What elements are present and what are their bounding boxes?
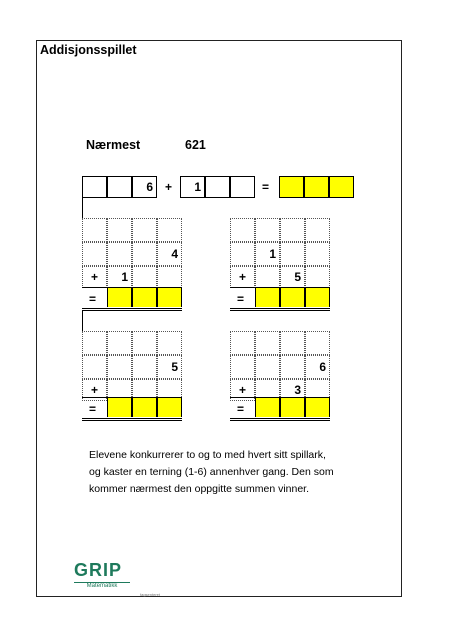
board-cell (280, 331, 305, 355)
board-cell (230, 355, 255, 379)
board-result-cell (305, 288, 330, 307)
top-a-ones: 6 (132, 176, 157, 198)
board-plus-sign: + (230, 379, 255, 401)
board-plus-sign: + (230, 266, 255, 288)
board-cell (132, 242, 157, 266)
board-equals-sign: = (237, 292, 245, 306)
board-cell (157, 218, 182, 242)
board-cell (157, 266, 182, 288)
top-b-ones (230, 176, 255, 198)
board-result-cell (132, 288, 157, 307)
board-cell (82, 242, 107, 266)
board-cell (255, 331, 280, 355)
board-cell (107, 355, 132, 379)
board-cell (255, 355, 280, 379)
board-cell: 4 (157, 242, 182, 266)
footer-tiny-text: fagsenteret (140, 592, 161, 597)
page-frame (36, 40, 402, 597)
top-a-tens (107, 176, 132, 198)
board-result-cell (107, 288, 132, 307)
board-cell (230, 218, 255, 242)
board-result-cell (107, 398, 132, 417)
board-cell (280, 355, 305, 379)
board-cell (255, 218, 280, 242)
board-cell (305, 266, 330, 288)
board-result-cell (255, 398, 280, 417)
board-cell (305, 331, 330, 355)
board-result-cell (157, 288, 182, 307)
board-result-cell (280, 288, 305, 307)
board-cell (157, 331, 182, 355)
board-cell (132, 218, 157, 242)
page-title: Addisjonsspillet (40, 43, 137, 57)
board-cell (82, 218, 107, 242)
board-cell (230, 331, 255, 355)
board-cell (280, 218, 305, 242)
board-cell (280, 242, 305, 266)
board-result-cell (255, 288, 280, 307)
top-plus-sign: + (165, 180, 173, 194)
connector-line (82, 311, 83, 331)
top-result-ones (329, 176, 354, 198)
board-cell (107, 242, 132, 266)
board-cell (305, 218, 330, 242)
top-b-hundreds: 1 (180, 176, 205, 198)
board-equals-sign: = (89, 402, 97, 416)
target-value: 621 (185, 138, 206, 152)
board-equals-sign: = (89, 292, 97, 306)
board-cell (82, 355, 107, 379)
board-cell (132, 331, 157, 355)
logo-word: GRIP (74, 560, 123, 580)
board-result-cell (305, 398, 330, 417)
board-cell: 6 (305, 355, 330, 379)
board-equals-sign: = (237, 402, 245, 416)
board-cell (132, 266, 157, 288)
board-cell (230, 242, 255, 266)
board-cell (107, 331, 132, 355)
board-cell: 1 (255, 242, 280, 266)
board-cell: 3 (280, 379, 305, 401)
connector-line (82, 198, 83, 218)
board-cell: 5 (280, 266, 305, 288)
grip-logo (74, 560, 130, 589)
board-cell (82, 331, 107, 355)
top-result-hundreds (279, 176, 304, 198)
board-result-cell (132, 398, 157, 417)
top-equals-sign: = (262, 180, 270, 194)
board-plus-sign: + (82, 379, 107, 401)
logo-subtitle: Matematikk (86, 583, 118, 589)
board-plus-sign: + (82, 266, 107, 288)
board-cell: 1 (107, 266, 132, 288)
top-b-tens (205, 176, 230, 198)
board-cell (255, 266, 280, 288)
board-result-cell (157, 398, 182, 417)
board-cell (132, 355, 157, 379)
board-result-cell (280, 398, 305, 417)
board-cell (305, 242, 330, 266)
target-label: Nærmest (86, 138, 141, 152)
top-a-hundreds (82, 176, 107, 198)
board-cell: 5 (157, 355, 182, 379)
board-cell (107, 218, 132, 242)
top-result-tens (304, 176, 329, 198)
description-text: Elevene konkurrerer to og to med hvert sitt spillark, og kaster en terning (1-6) annenhver gang. Den som kommer nærmest den oppgitte summen vinner. (89, 449, 334, 495)
